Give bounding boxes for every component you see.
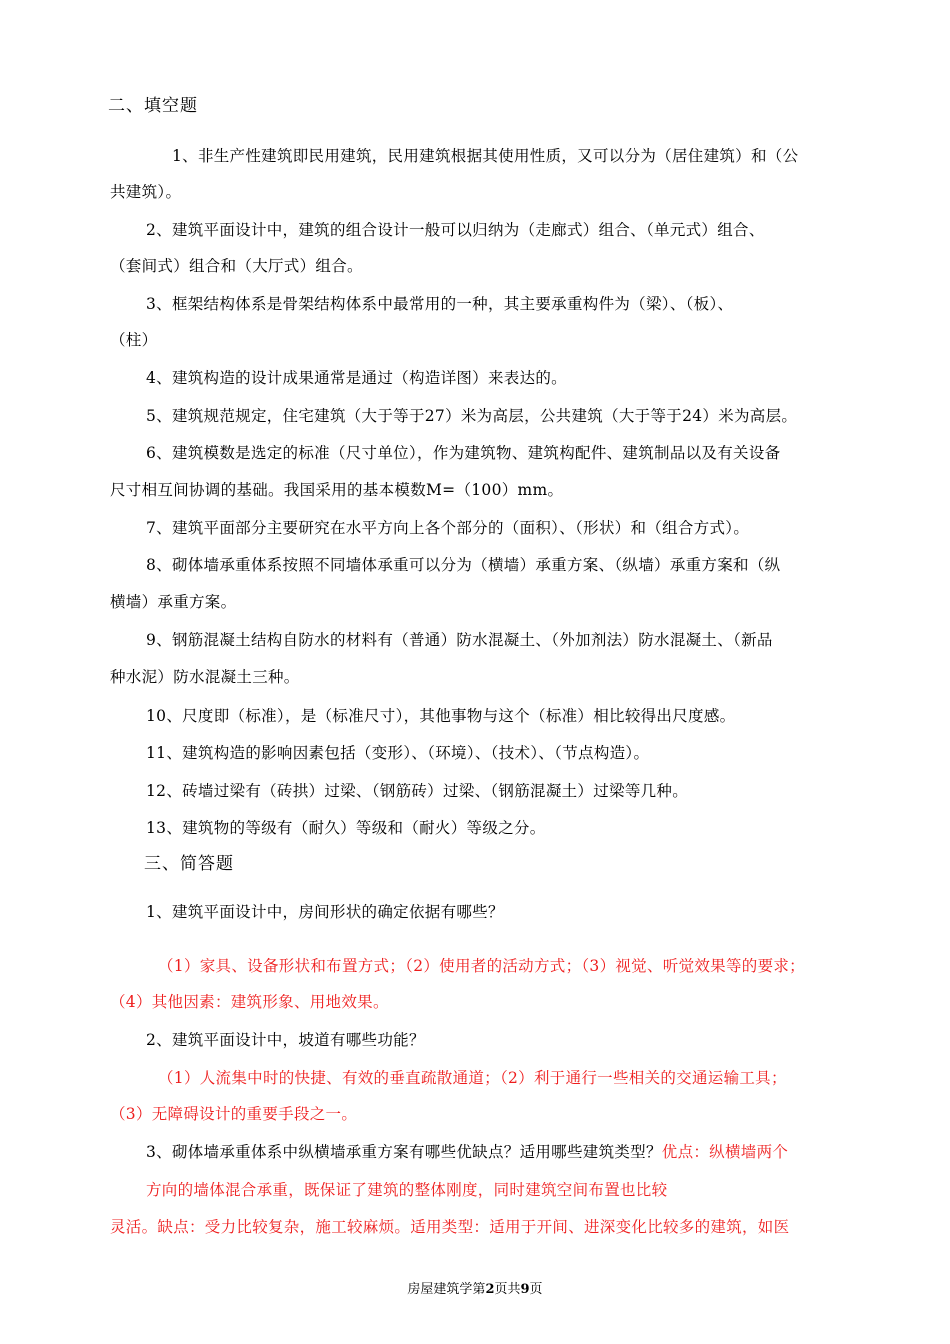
page-footer (0, 1281, 950, 1299)
short-answer-1-line-2: （4）其他因素：建筑形象、用地效果。 (110, 993, 389, 1011)
short-answer-3-line-1: 方向的墙体混合承重，既保证了建筑的整体刚度，同时建筑空间布置也比较 (146, 1181, 668, 1199)
short-question-3-text: 3、砌体墙承重体系中纵横墙承重方案有哪些优缺点？适用哪些建筑类型？ (146, 1143, 662, 1161)
short-question-2: 2、建筑平面设计中，坡道有哪些功能？ (146, 1031, 425, 1049)
fill-question-9-line-1: 9、钢筋混凝土结构自防水的材料有（普通）防水混凝土、（外加剂法）防水混凝土、（新品 (146, 631, 773, 649)
fill-question-3-line-2: （柱） (110, 331, 158, 349)
fill-question-10: 10、尺度即（标准），是（标准尺寸），其他事物与这个（标准）相比较得出尺度感。 (146, 707, 736, 725)
footer-page-number: 2 (485, 1282, 495, 1297)
fill-question-6-line-1: 6、建筑模数是选定的标准（尺寸单位），作为建筑物、建筑构配件、建筑制品以及有关设备 (146, 444, 781, 462)
section-heading-fill-in: 二、填空题 (108, 96, 198, 116)
footer-suffix: 页 (529, 1282, 543, 1297)
fill-question-13: 13、建筑物的等级有（耐久）等级和（耐火）等级之分。 (146, 819, 546, 837)
short-question-3 (146, 1142, 788, 1162)
fill-question-3-line-1: 3、框架结构体系是骨架结构体系中最常用的一种，其主要承重构件为（梁）、（板）、 (146, 295, 734, 313)
fill-question-4: 4、建筑构造的设计成果通常是通过（构造详图）来表达的。 (146, 369, 567, 387)
fill-question-8-line-1: 8、砌体墙承重体系按照不同墙体承重可以分为（横墙）承重方案、（纵墙）承重方案和（纵 (146, 556, 781, 574)
footer-prefix: 房屋建筑学第 (407, 1282, 486, 1297)
fill-question-8-line-2: 横墙）承重方案。 (110, 593, 237, 611)
fill-question-9-line-2: 种水泥）防水混凝土三种。 (110, 668, 300, 686)
footer-total-pages: 9 (520, 1282, 530, 1297)
short-answer-3-lead: 优点：纵横墙两个 (661, 1143, 789, 1161)
short-question-1: 1、建筑平面设计中，房间形状的确定依据有哪些？ (146, 903, 504, 921)
fill-question-1-line-1: 1、非生产性建筑即民用建筑，民用建筑根据其使用性质，又可以分为（居住建筑）和（公 (172, 147, 799, 165)
short-answer-3-line-2: 灵活。缺点：受力比较复杂，施工较麻烦。适用类型：适用于开间、进深变化比较多的建筑，如医 (110, 1218, 790, 1236)
fill-question-11: 11、建筑构造的影响因素包括（变形）、（环境）、（技术）、（节点构造）。 (146, 744, 650, 762)
fill-question-2-line-2: （套间式）组合和（大厅式）组合。 (110, 257, 363, 275)
section-heading-short-answer: 三、简答题 (144, 854, 234, 874)
short-answer-2-line-2: （3）无障碍设计的重要手段之一。 (110, 1105, 358, 1123)
fill-question-7: 7、建筑平面部分主要研究在水平方向上各个部分的（面积）、（形状）和（组合方式）。 (146, 519, 750, 537)
fill-question-5: 5、建筑规范规定，住宅建筑（大于等于27）米为高层，公共建筑（大于等于24）米为高层。 (146, 407, 798, 425)
footer-mid: 页共 (494, 1282, 521, 1297)
fill-question-1-line-2: 共建筑）。 (110, 183, 182, 201)
fill-question-2-line-1: 2、建筑平面设计中，建筑的组合设计一般可以归纳为（走廊式）组合、（单元式）组合、 (146, 221, 765, 239)
fill-question-12: 12、砖墙过梁有（砖拱）过梁、（钢筋砖）过梁、（钢筋混凝土）过梁等几种。 (146, 782, 689, 800)
short-answer-1-line-1: （1）家具、设备形状和布置方式；（2）使用者的活动方式；（3）视觉、听觉效果等的要求； (158, 957, 805, 975)
fill-question-6-line-2: 尺寸相互间协调的基础。我国采用的基本模数M=（100）mm。 (110, 481, 564, 499)
short-answer-2-line-1: （1）人流集中时的快捷、有效的垂直疏散通道；（2）利于通行一些相关的交通运输工具； (158, 1069, 787, 1087)
